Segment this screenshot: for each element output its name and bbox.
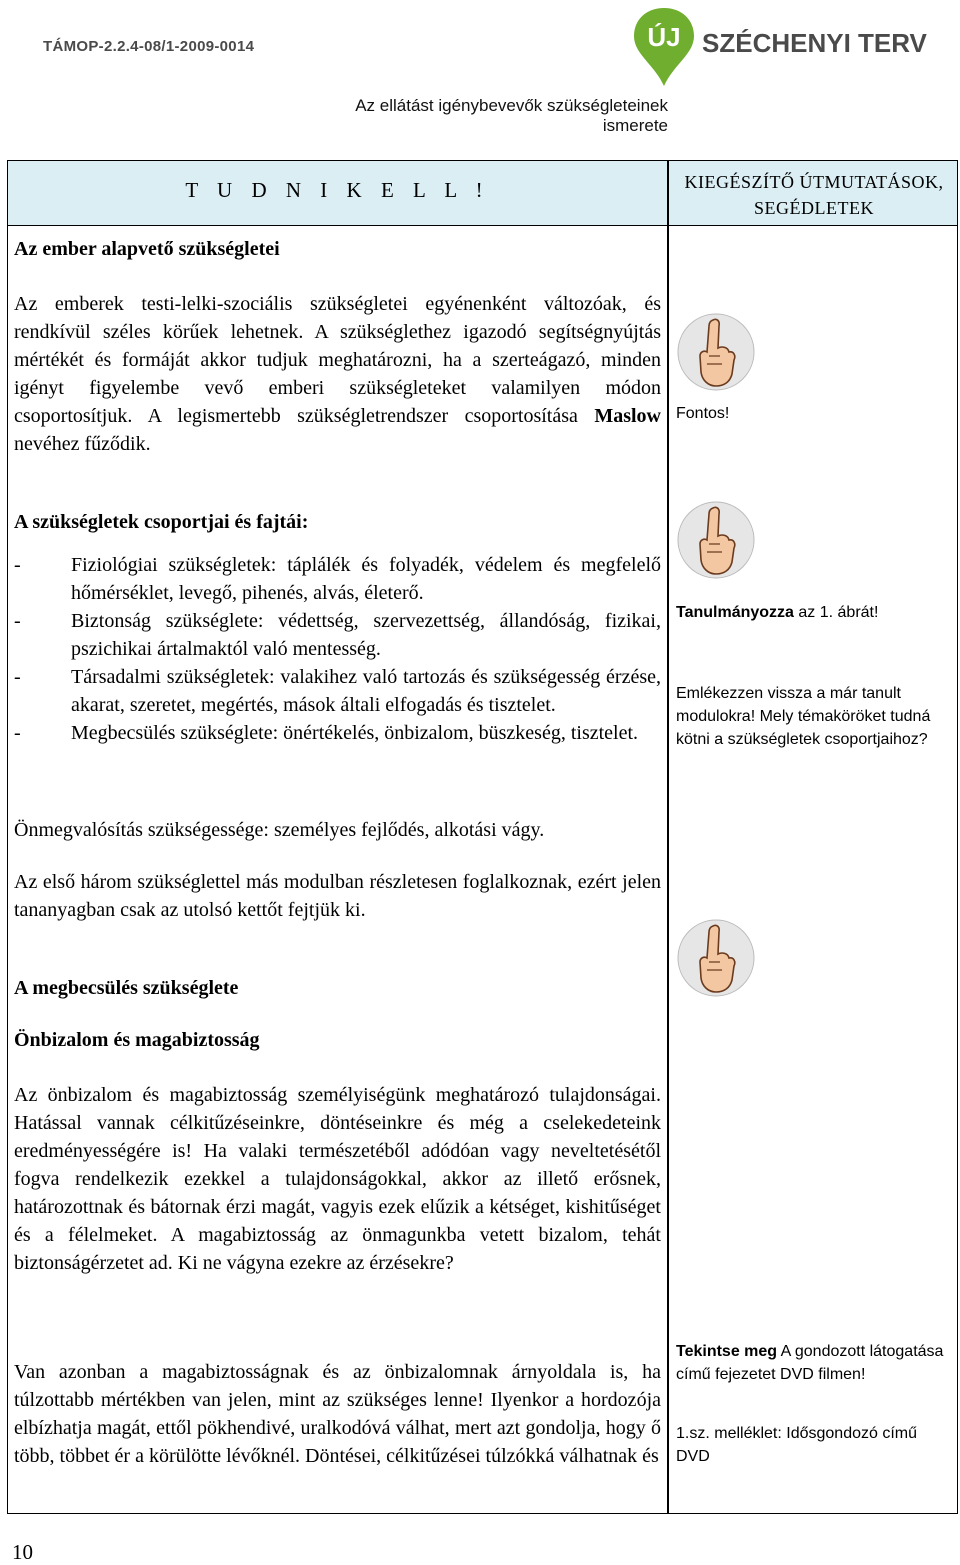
header-divider (7, 225, 958, 226)
groups-title: A szükségletek csoportjai és fajtái: (14, 511, 309, 533)
szechenyi-terv-logo (632, 6, 927, 86)
pointing-hand-icon (676, 312, 756, 392)
intro-text-end: nevéhez fűződik. (14, 433, 151, 455)
left-column-header: T U D N I K E L L ! (185, 178, 490, 202)
list-item (14, 551, 661, 607)
confidence-title: Önbizalom és magabiztosság (14, 1029, 260, 1051)
list-dash: - (14, 666, 21, 688)
note-appendix: 1.sz. melléklet: Idősgondozó című DVD (676, 1425, 918, 1465)
need-text: Megbecsülés szükséglete: önértékelés, önbizalom, büszkeség, tisztelet. (71, 722, 639, 744)
logo-name-text: SZÉCHENYI TERV (702, 28, 927, 58)
pointing-hand-icon (676, 918, 756, 998)
need-text: Fiziológiai szükségletek: táplálék és folyadék, védelem és megfelelő hőmérséklet, levegő, pihenés, alvás, életerő. (71, 554, 661, 604)
note-watch-rest: A gondozott látogatása című fejezetet DVD filmen! (676, 1343, 944, 1383)
note-study-bold: Tanulmányozza (676, 604, 794, 621)
note-watch-bold: Tekintse meg (676, 1343, 778, 1360)
need-text: Biztonság szükséglete: védettség, szervezettség, állandóság, fizikai, pszichikai ártalmaktól való mentesség. (71, 610, 661, 660)
list-item (14, 719, 661, 747)
shadow-paragraph: Van azonban a magabiztosságnak és az önbizalomnak árnyoldala is, ha túlzottabb mértékben van jelen, mint az szükséges lenne! Ilyenkor a hordozója elbízhatja magát, ettől pökhendivé, uralkodóvá válhat, mert azt gondolja, hogy ő több, többet ér a körülötte lévőknél. Döntései, célkitűzései túlzókká válhatnak és (14, 1361, 661, 1467)
list-dash: - (14, 610, 21, 632)
pointing-hand-icon (676, 500, 756, 580)
note-watch-dvd (676, 1340, 948, 1386)
note-important: Fontos! (676, 405, 730, 422)
list-item (14, 607, 661, 663)
note-study-rest: az 1. ábrát! (793, 604, 879, 621)
list-dash: - (14, 554, 21, 576)
confidence-paragraph: Az önbizalom és magabiztosság személyiségünk meghatározó tulajdonságai. Hatással vannak célkitűzéseinkre, döntéseinkre és még a cselekedeteink eredményességére is! Ha valaki természetéből adódóan vagy neveltetésétől fogva rendelkezik ezekkel a tulajdonságokkal, akkor az illető erősnek, határozottnak és bátornak érzi magát, vagyis ezek elűzik a kétséget, kishitűséget és a félelmeket. A magabiztosság az önmagunkba vetett bizalom, tehát biztonságérzetet ad. Ki ne vágyna ezekre az érzésekre? (14, 1084, 661, 1274)
right-column-header: KIEGÉSZÍTŐ ÚTMUTATÁSOK, SEGÉDLETEK (684, 172, 944, 218)
note-study-figure (676, 601, 948, 624)
need-text: Társadalmi szükségletek: valakihez való tartozás és szükségesség érzése, akarat, szeretet, megértés, mások általi elfogadás és tisztelet. (71, 666, 661, 716)
section-title: Az ember alapvető szükségletei (14, 238, 280, 260)
maslow-name: Maslow (594, 405, 661, 427)
first-three-paragraph: Az első három szükséglettel más modulban részletesen foglalkoznak, ezért jelen tananyagban csak az utolsó kettőt fejtjük ki. (14, 871, 661, 921)
list-item (14, 663, 661, 719)
esteem-title: A megbecsülés szükséglete (14, 977, 239, 999)
project-code: TÁMOP-2.2.4-08/1-2009-0014 (43, 38, 255, 55)
self-actualization-line: Önmegvalósítás szükségessége: személyes fejlődés, alkotási vágy. (14, 819, 545, 841)
note-recall: Emlékezzen vissza a már tanult modulokra! Mely témaköröket tudná kötni a szükségletek csoportjaihoz? (676, 685, 931, 748)
needs-list (14, 551, 661, 747)
column-divider (667, 160, 669, 1514)
page-number: 10 (12, 1540, 33, 1564)
document-subtitle: Az ellátást igénybevevők szükségleteinek ismerete (355, 96, 668, 135)
list-dash: - (14, 722, 21, 744)
logo-uj-text: ÚJ (647, 22, 681, 52)
intro-paragraph (14, 290, 661, 458)
intro-text: Az emberek testi-lelki-szociális szükségletei egyénenként változóak, és rendkívül széles körűek lehetnek. A szükséglethez igazodó segítségnyújtás mértékét és formáját akkor tudjuk meghatározni, ha a szerteágazó, minden igényt figyelembe vevő emberi szükségleteket valamilyen módon csoportosítjuk. A legismertebb szükségletrendszer csoportosítása (14, 293, 661, 427)
